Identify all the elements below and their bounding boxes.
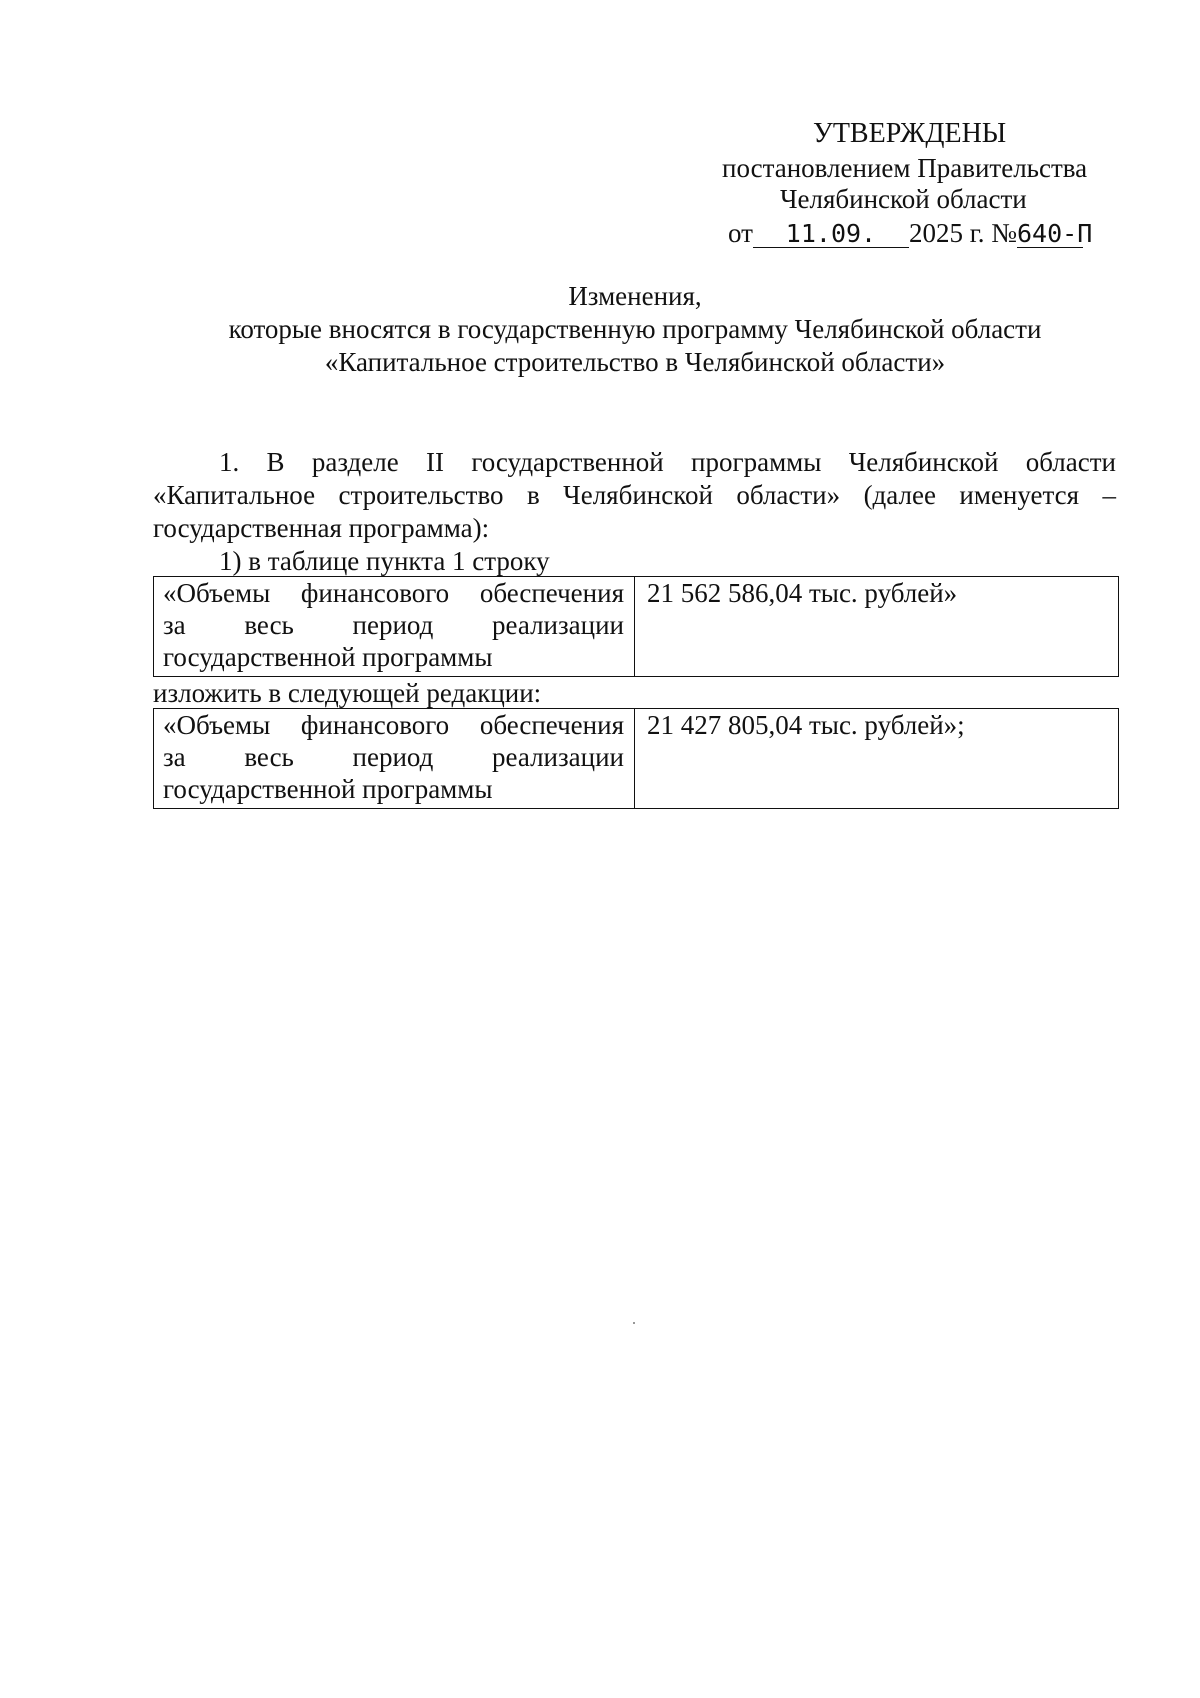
table-old-row xyxy=(153,576,1119,677)
table-old-label-line-3: государственной программы xyxy=(163,642,493,672)
approval-region: Челябинской области xyxy=(780,184,1027,214)
approval-title: УТВЕРЖДЕНЫ xyxy=(813,118,1007,149)
table-new-row xyxy=(153,708,1119,809)
heading-line-3: «Капитальное строительство в Челябинской области» xyxy=(324,347,946,377)
approval-date-line xyxy=(728,217,1093,249)
table-old-label-line-1: «Объемы финансового обеспечения xyxy=(163,578,624,608)
table-old-value-cell: 21 562 586,04 тыс. рублей» xyxy=(647,578,958,608)
paragraph-1-line-3: государственная программа): xyxy=(153,513,490,543)
approval-from-prefix: от xyxy=(728,218,753,248)
table-new-label-line-1: «Объемы финансового обеспечения xyxy=(163,710,624,740)
paragraph-1-line-1: 1. В разделе II государственной программы Челябинской области xyxy=(219,447,1116,477)
table-new-value-cell: 21 427 805,04 тыс. рублей»; xyxy=(647,710,965,740)
approval-date-field: 11.09. xyxy=(753,221,909,248)
table-old-label-line-2: за весь период реализации xyxy=(163,610,624,640)
approval-number-field: 640-П xyxy=(1017,219,1093,248)
table-old-label-cell xyxy=(154,577,635,676)
document-heading xyxy=(150,280,1120,379)
table-new-label-cell xyxy=(154,709,635,808)
scan-speck xyxy=(633,1322,635,1324)
approval-year-number-label: 2025 г. № xyxy=(908,218,1017,248)
replace-instruction: изложить в следующей редакции: xyxy=(153,678,542,708)
heading-line-1: Изменения, xyxy=(568,281,702,311)
subitem-1: 1) в таблице пункта 1 строку xyxy=(219,546,550,576)
paragraph-1-line-2: «Капитальное строительство в Челябинской области» (далее именуется – xyxy=(153,480,1116,510)
table-new-label-line-3: государственной программы xyxy=(163,774,493,804)
heading-line-2: которые вносятся в государственную программу Челябинской области xyxy=(228,314,1042,344)
table-new-label-line-2: за весь период реализации xyxy=(163,742,624,772)
approval-resolution: постановлением Правительства xyxy=(722,153,1088,183)
